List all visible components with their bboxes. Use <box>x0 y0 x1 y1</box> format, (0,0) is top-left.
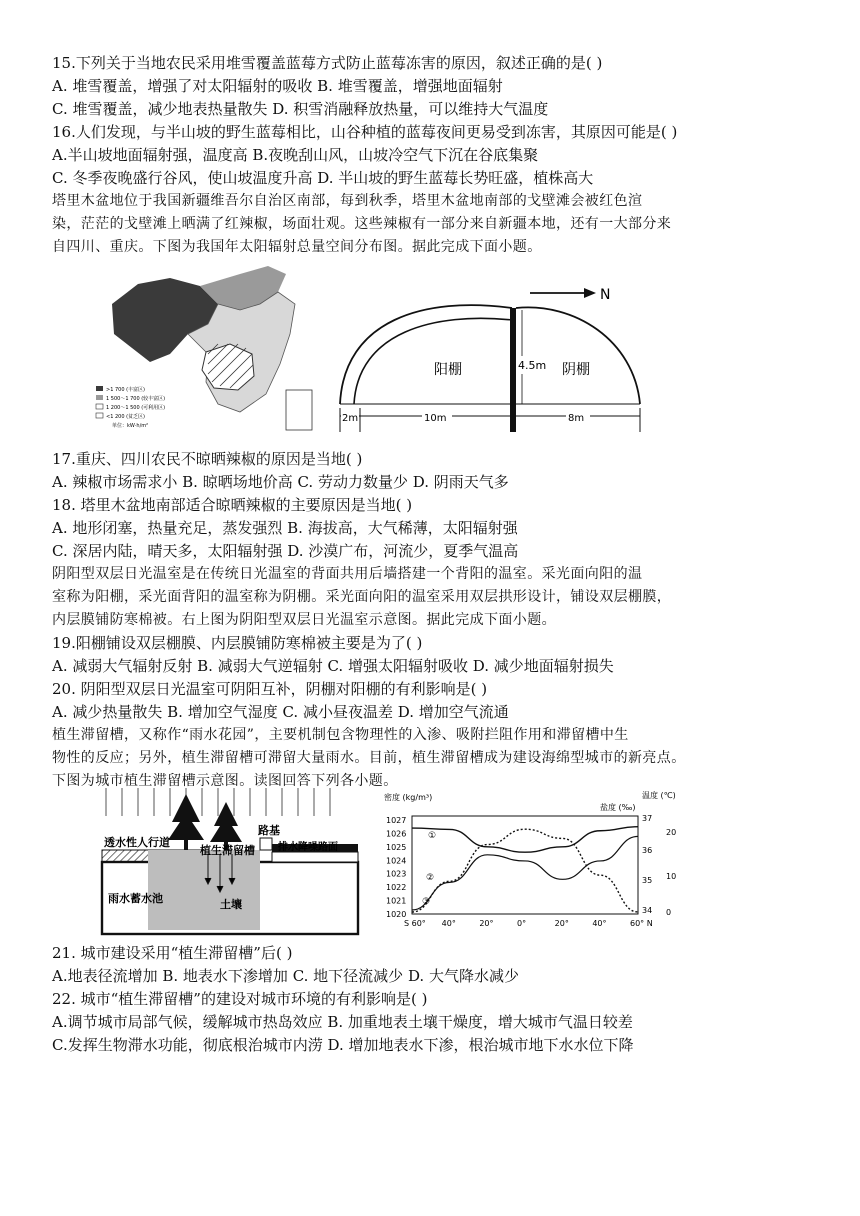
q15-options-ab: A. 堆雪覆盖，增强了对太阳辐射的吸收 B. 堆雪覆盖，增强地面辐射 <box>52 77 503 95</box>
label-roadbed: 路基 <box>258 824 280 837</box>
south-sea-inset <box>286 390 312 430</box>
label-sidewalk: 透水性人行道 <box>104 836 170 849</box>
series-label-2: ② <box>426 873 435 883</box>
y-tick-label-salinity: 35 <box>642 876 653 885</box>
legend-usable: 1 200～1 500 (可利用区) <box>106 405 166 411</box>
x-tick-label: 0° <box>517 919 527 928</box>
shady-shed-label: 阴棚 <box>562 362 590 378</box>
passage-tarim-line1: 塔里木盆地位于我国新疆维吾尔自治区南部，每到秋季，塔里木盆地南部的戈壁滩会被红色渲 <box>52 193 643 209</box>
q16-options-cd: C. 冬季夜晚盛行谷风，使山坡温度升高 D. 半山坡的野生蓝莓长势旺盛，植株高大 <box>52 169 594 187</box>
sunny-shed-outer-arch <box>340 305 512 404</box>
y-tick-label-density: 1020 <box>386 910 407 919</box>
x-tick-label: 40° <box>441 919 456 928</box>
x-tick-label: 20° <box>479 919 494 928</box>
ylabel-density: 密度 (kg/m³) <box>384 793 433 802</box>
q19-options: A. 减弱大气辐射反射 B. 减弱大气逆辐射 C. 增强太阳辐射吸收 D. 减少地面辐射损失 <box>52 657 614 675</box>
tree-left <box>168 794 204 840</box>
series-label-1: ① <box>428 831 437 841</box>
q22-options-ab: A.调节城市局部气候，缓解城市热岛效应 B. 加重地表土壤干燥度，增大城市气温日较差 <box>52 1013 633 1031</box>
question-18-stem: 18. 塔里木盆地南部适合晾晒辣椒的主要原因是当地( ) <box>52 496 413 514</box>
rain-lines <box>106 788 330 816</box>
q15-options-cd: C. 堆雪覆盖，减少地表热量散失 D. 积雪消融释放热量，可以维持大气温度 <box>52 100 549 118</box>
north-label: N <box>600 287 611 303</box>
q16-options-ab: A.半山坡地面辐射强，温度高 B.夜晚刮山风，山坡冷空气下沉在谷底集聚 <box>52 146 539 164</box>
question-16-stem: 16.人们发现，与半山坡的野生蓝莓相比，山谷种植的蓝莓夜间更易受到冻害，其原因可能是( ) <box>52 123 678 141</box>
label-pool: 雨水蓄水池 <box>108 892 163 905</box>
dim-2m: 2m <box>342 413 359 424</box>
y-tick-label-density: 1025 <box>386 842 407 852</box>
legend-fairly-rich: 1 500～1 700 (较丰富区) <box>106 396 166 402</box>
y-tick-label-salinity: 37 <box>642 814 653 823</box>
q22-options-cd: C.发挥生物滞水功能，彻底根治城市内涝 D. 增加地表水下渗，根治城市地下水水位下降 <box>52 1036 634 1054</box>
passage-greenhouse-line3: 内层膜铺防寒棉被。右上图为阴阳型双层日光温室示意图。据此完成下面小题。 <box>52 612 556 628</box>
y-tick-label-density: 1024 <box>386 856 407 866</box>
question-19-stem: 19.阳棚铺设双层棚膜、内层膜铺防寒棉被主要是为了( ) <box>52 634 423 652</box>
legend-poor: <1 200 (贫乏区) <box>106 414 145 420</box>
y-tick-label-density: 1021 <box>386 896 407 906</box>
rain-garden-diagram <box>96 786 364 936</box>
question-17-stem: 17.重庆、四川农民不晾晒辣椒的原因是当地( ) <box>52 450 363 468</box>
legend-swatch-rich <box>96 386 103 391</box>
soil-area <box>148 850 260 930</box>
legend-rich: >1 700 (丰富区) <box>106 387 145 393</box>
series-label-3: ③ <box>422 897 431 907</box>
q20-options: A. 减少热量散失 B. 增加空气湿度 C. 减小昼夜温差 D. 增加空气流通 <box>52 703 509 721</box>
x-tick-label: 20° <box>554 919 569 928</box>
back-wall <box>510 308 516 432</box>
question-20-stem: 20. 阴阳型双层日光温室可阴阳互补，阴棚对阳棚的有利影响是( ) <box>52 680 488 698</box>
q18-options-ab: A. 地形闭塞，热量充足，蒸发强烈 B. 海拔高，大气稀薄，太阳辐射强 <box>52 519 518 537</box>
sunny-shed-inner-arch <box>354 318 512 404</box>
legend-swatch-poor <box>96 413 103 418</box>
y-tick-label-temperature: 20 <box>666 828 677 837</box>
passage-tarim-line2: 染，茫茫的戈壁滩上晒满了红辣椒，场面壮观。这些辣椒有一部分来自新疆本地，还有一大部分来 <box>52 216 672 232</box>
q17-options: A. 辣椒市场需求小 B. 晾晒场地价高 C. 劳动力数量少 D. 阴雨天气多 <box>52 473 509 491</box>
dim-10m: 10m <box>424 413 447 424</box>
series-line-2 <box>412 836 638 910</box>
y-tick-label-salinity: 36 <box>642 846 653 855</box>
y-tick-label-density: 1027 <box>386 816 407 825</box>
q21-options: A.地表径流增加 B. 地表水下渗增加 C. 地下径流减少 D. 大气降水减少 <box>52 967 519 985</box>
china-solar-radiation-map <box>90 264 330 444</box>
label-road: 排水降噪路面 <box>278 842 338 853</box>
question-22-stem: 22. 城市“植生滞留槽”的建设对城市环境的有利影响是( ) <box>52 990 428 1008</box>
label-soil: 土壤 <box>220 898 242 911</box>
y-tick-label-density: 1026 <box>386 829 407 839</box>
map-region-rich <box>112 278 218 362</box>
passage-garden-line3: 下图为城市植生滞留槽示意图。读图回答下列各小题。 <box>52 773 398 789</box>
y-tick-label-temperature: 10 <box>666 872 677 881</box>
tree-right <box>210 802 242 842</box>
label-trough: 植生滞留槽 <box>200 844 255 857</box>
legend-swatch-usable <box>96 404 103 409</box>
ocean-properties-chart <box>378 788 688 930</box>
ylabel-temperature: 温度 (℃) <box>642 791 676 800</box>
yin-yang-greenhouse-diagram <box>334 280 656 438</box>
ylabel-salinity: 盐度 (‰) <box>600 803 636 812</box>
x-tick-label: 40° <box>592 919 607 928</box>
passage-greenhouse-line2: 室称为阳棚，采光面背阳的温室称为阴棚。采光面向阳的温室采用双层拱形设计，铺设双层棚膜， <box>52 589 672 605</box>
passage-garden-line2: 物性的反应；另外，植生滞留槽可滞留大量雨水。目前，植生滞留槽成为建设海绵型城市的新亮点。 <box>52 750 686 766</box>
y-tick-label-temperature: 0 <box>666 908 672 917</box>
passage-greenhouse-line1: 阴阳型双层日光温室是在传统日光温室的背面共用后墙搭建一个背阳的温室。采光面向阳的温 <box>52 566 643 582</box>
x-tick-label: S 60° <box>404 919 426 928</box>
passage-tarim-line3: 自四川、重庆。下图为我国年太阳辐射总量空间分布图。据此完成下面小题。 <box>52 239 542 255</box>
y-tick-label-density: 1023 <box>386 869 407 879</box>
y-tick-label-density: 1022 <box>386 883 407 893</box>
height-label: 4.5m <box>518 359 547 372</box>
x-tick-label: 60° N <box>630 919 653 928</box>
series-line-3 <box>412 829 638 912</box>
dim-8m: 8m <box>568 413 585 424</box>
sunny-shed-label: 阳棚 <box>434 362 462 378</box>
y-tick-label-salinity: 34 <box>642 906 653 915</box>
q18-options-cd: C. 深居内陆，晴天多，太阳辐射强 D. 沙漠广布，河流少，夏季气温高 <box>52 542 519 560</box>
shady-shed-arch <box>516 307 640 404</box>
question-15-stem: 15.下列关于当地农民采用堆雪覆盖蓝莓方式防止蓝莓冻害的原因，叙述正确的是( ) <box>52 54 603 72</box>
legend-unit: 单位：kW·h/m² <box>112 423 149 429</box>
series-line-1 <box>412 827 638 853</box>
roadbed-block <box>260 838 272 850</box>
legend-swatch-fairly-rich <box>96 395 103 400</box>
passage-garden-line1: 植生滞留槽，又称作“雨水花园”，主要机制包含物理性的入渗、吸附拦阻作用和滞留槽中生 <box>52 727 629 743</box>
question-21-stem: 21. 城市建设采用“植生滞留槽”后( ) <box>52 944 293 962</box>
